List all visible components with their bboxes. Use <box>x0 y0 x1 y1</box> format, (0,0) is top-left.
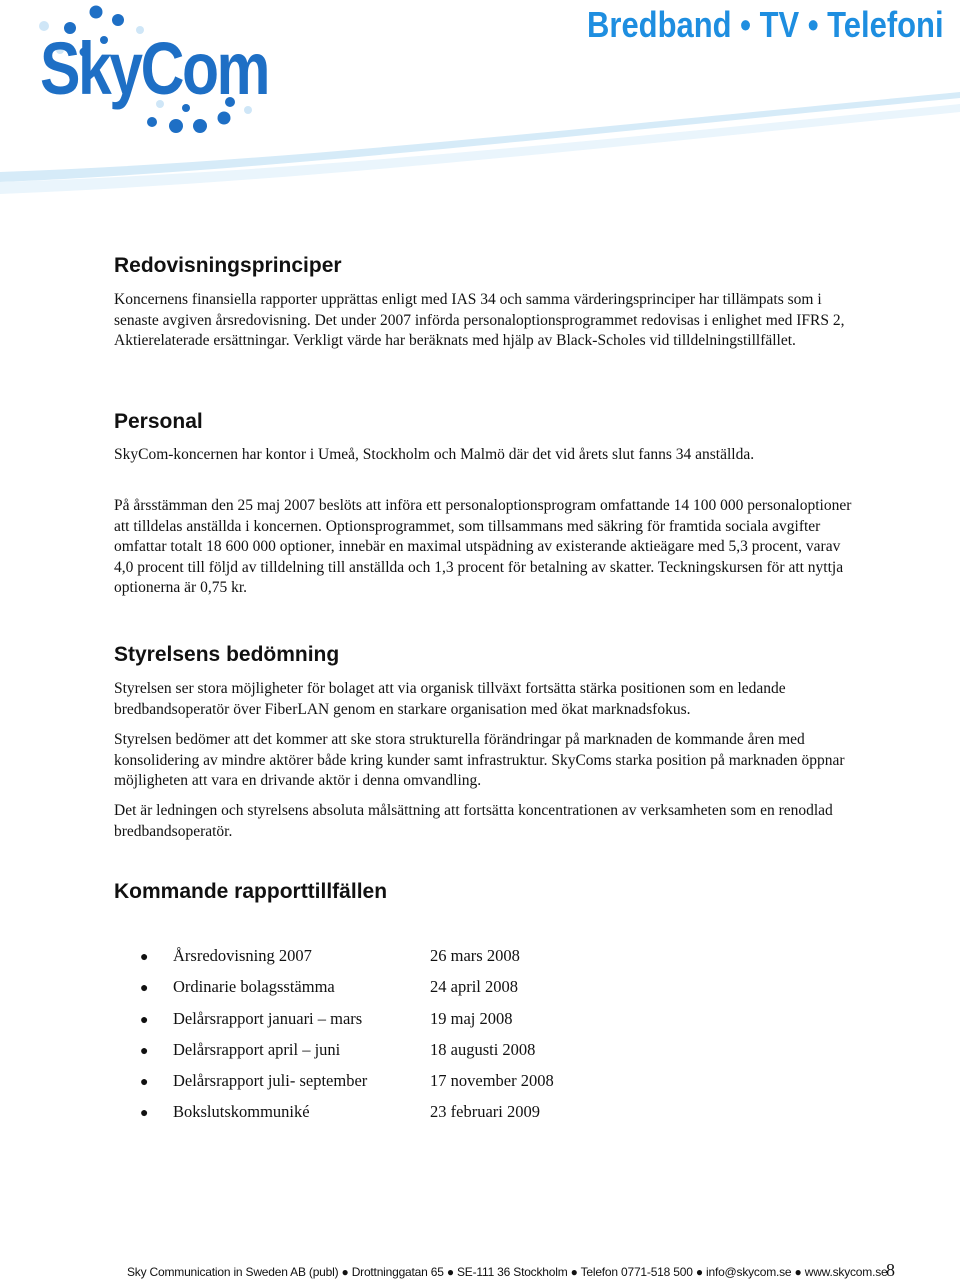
schedule-event: Bokslutskommuniké <box>173 1102 310 1122</box>
bullet-icon: ● <box>140 981 149 997</box>
page-footer: Sky Communication in Sweden AB (publ) ● Drottninggatan 65 ● SE-111 36 Stockholm ● Telefon 0771-518 500 ● info@skycom.se ● www.skycom.se <box>127 1265 888 1279</box>
schedule-date: 19 maj 2008 <box>430 1008 513 1028</box>
bullet-icon: ● <box>140 1043 149 1059</box>
paragraph-styrelsen-2: Styrelsen bedömer att det kommer att ske stora strukturella förändringar på marknaden de kommande åren med konsolidering av mindre aktörer både kring kunder samt infrastruktur. SkyComs starka position på marknaden öppnar möjligheten att vara en drivande aktör i denna omvandling. <box>114 731 845 789</box>
page-header <box>0 0 960 215</box>
bullet-icon: ● <box>140 950 149 965</box>
paragraph-personal-1: SkyCom-koncernen har kontor i Umeå, Stockholm och Malmö där det vid årets slut fanns 34 anställda. <box>114 446 755 463</box>
heading-redovisningsprinciper: Redovisningsprinciper <box>114 254 342 277</box>
bullet-icon: ● <box>140 1075 149 1091</box>
paragraph-styrelsen-3: Det är ledningen och styrelsens absoluta målsättning att fortsätta koncentrationen av verksamheten som en renodlad bredbandsoperatör. <box>114 802 833 840</box>
page-number: 8 <box>886 1260 895 1280</box>
schedule-date: 24 april 2008 <box>430 977 518 997</box>
bullet-icon: ● <box>140 1106 149 1122</box>
schedule-event: Ordinarie bolagsstämma <box>173 977 335 997</box>
heading-kommande-rapporttillfallen: Kommande rapporttillfällen <box>114 880 388 903</box>
paragraph-personal-2: På årsstämman den 25 maj 2007 beslöts att införa ett personaloptionsprogram omfattande 14 100 000 personaloptioner att tilldelas anställda i koncernen. Optionsprogrammet, som tillsammans med säkring för framtida sociala avgifter omfattar totalt 18 600 000 optioner, innebär en maximal utspädning av existerande aktieägare med 5,3 procent, varav 4,0 procent till följd av tilldelning till anställda och 1,3 procent för betalning av skatter. Teckningskursen för att nyttja optionerna är 0,75 kr. <box>114 497 852 596</box>
skycom-logo: SkyCom <box>40 27 269 110</box>
schedule-date: 17 november 2008 <box>430 1071 554 1091</box>
bullet-icon: ● <box>140 1012 149 1028</box>
heading-personal: Personal <box>114 410 203 433</box>
schedule-event: Delårsrapport juli- september <box>173 1071 368 1091</box>
schedule-event: Delårsrapport april – juni <box>173 1039 341 1059</box>
heading-styrelsens-bedomning: Styrelsens bedömning <box>114 643 340 666</box>
paragraph-styrelsen-1: Styrelsen ser stora möjligheter för bolaget att via organisk tillväxt fortsätta stärka positionen som en ledande bredbandsoperatör över FiberLAN genom en starkare organisation med ökat marknadsfokus. <box>114 680 786 718</box>
header-tagline: Bredband • TV • Telefoni <box>587 4 944 45</box>
schedule-date: 18 augusti 2008 <box>430 1039 536 1059</box>
schedule-event: Delårsrapport januari – mars <box>173 1008 363 1028</box>
schedule-event: Årsredovisning 2007 <box>173 946 312 965</box>
paragraph-redovisning: Koncernens finansiella rapporter upprättas enligt med IAS 34 och samma värderingsprinciper har tillämpats som i senaste avgiven årsredovisning. Det under 2007 införda personaloptionsprogrammet redovisas i enlighet med IFRS 2, Aktierelaterade ersättningar. Verkligt värde har beräknats med hjälp av Black-Scholes vid tilldelningstillfället. <box>114 291 845 349</box>
schedule-date: 23 februari 2009 <box>430 1102 540 1122</box>
schedule-date: 26 mars 2008 <box>430 946 520 965</box>
